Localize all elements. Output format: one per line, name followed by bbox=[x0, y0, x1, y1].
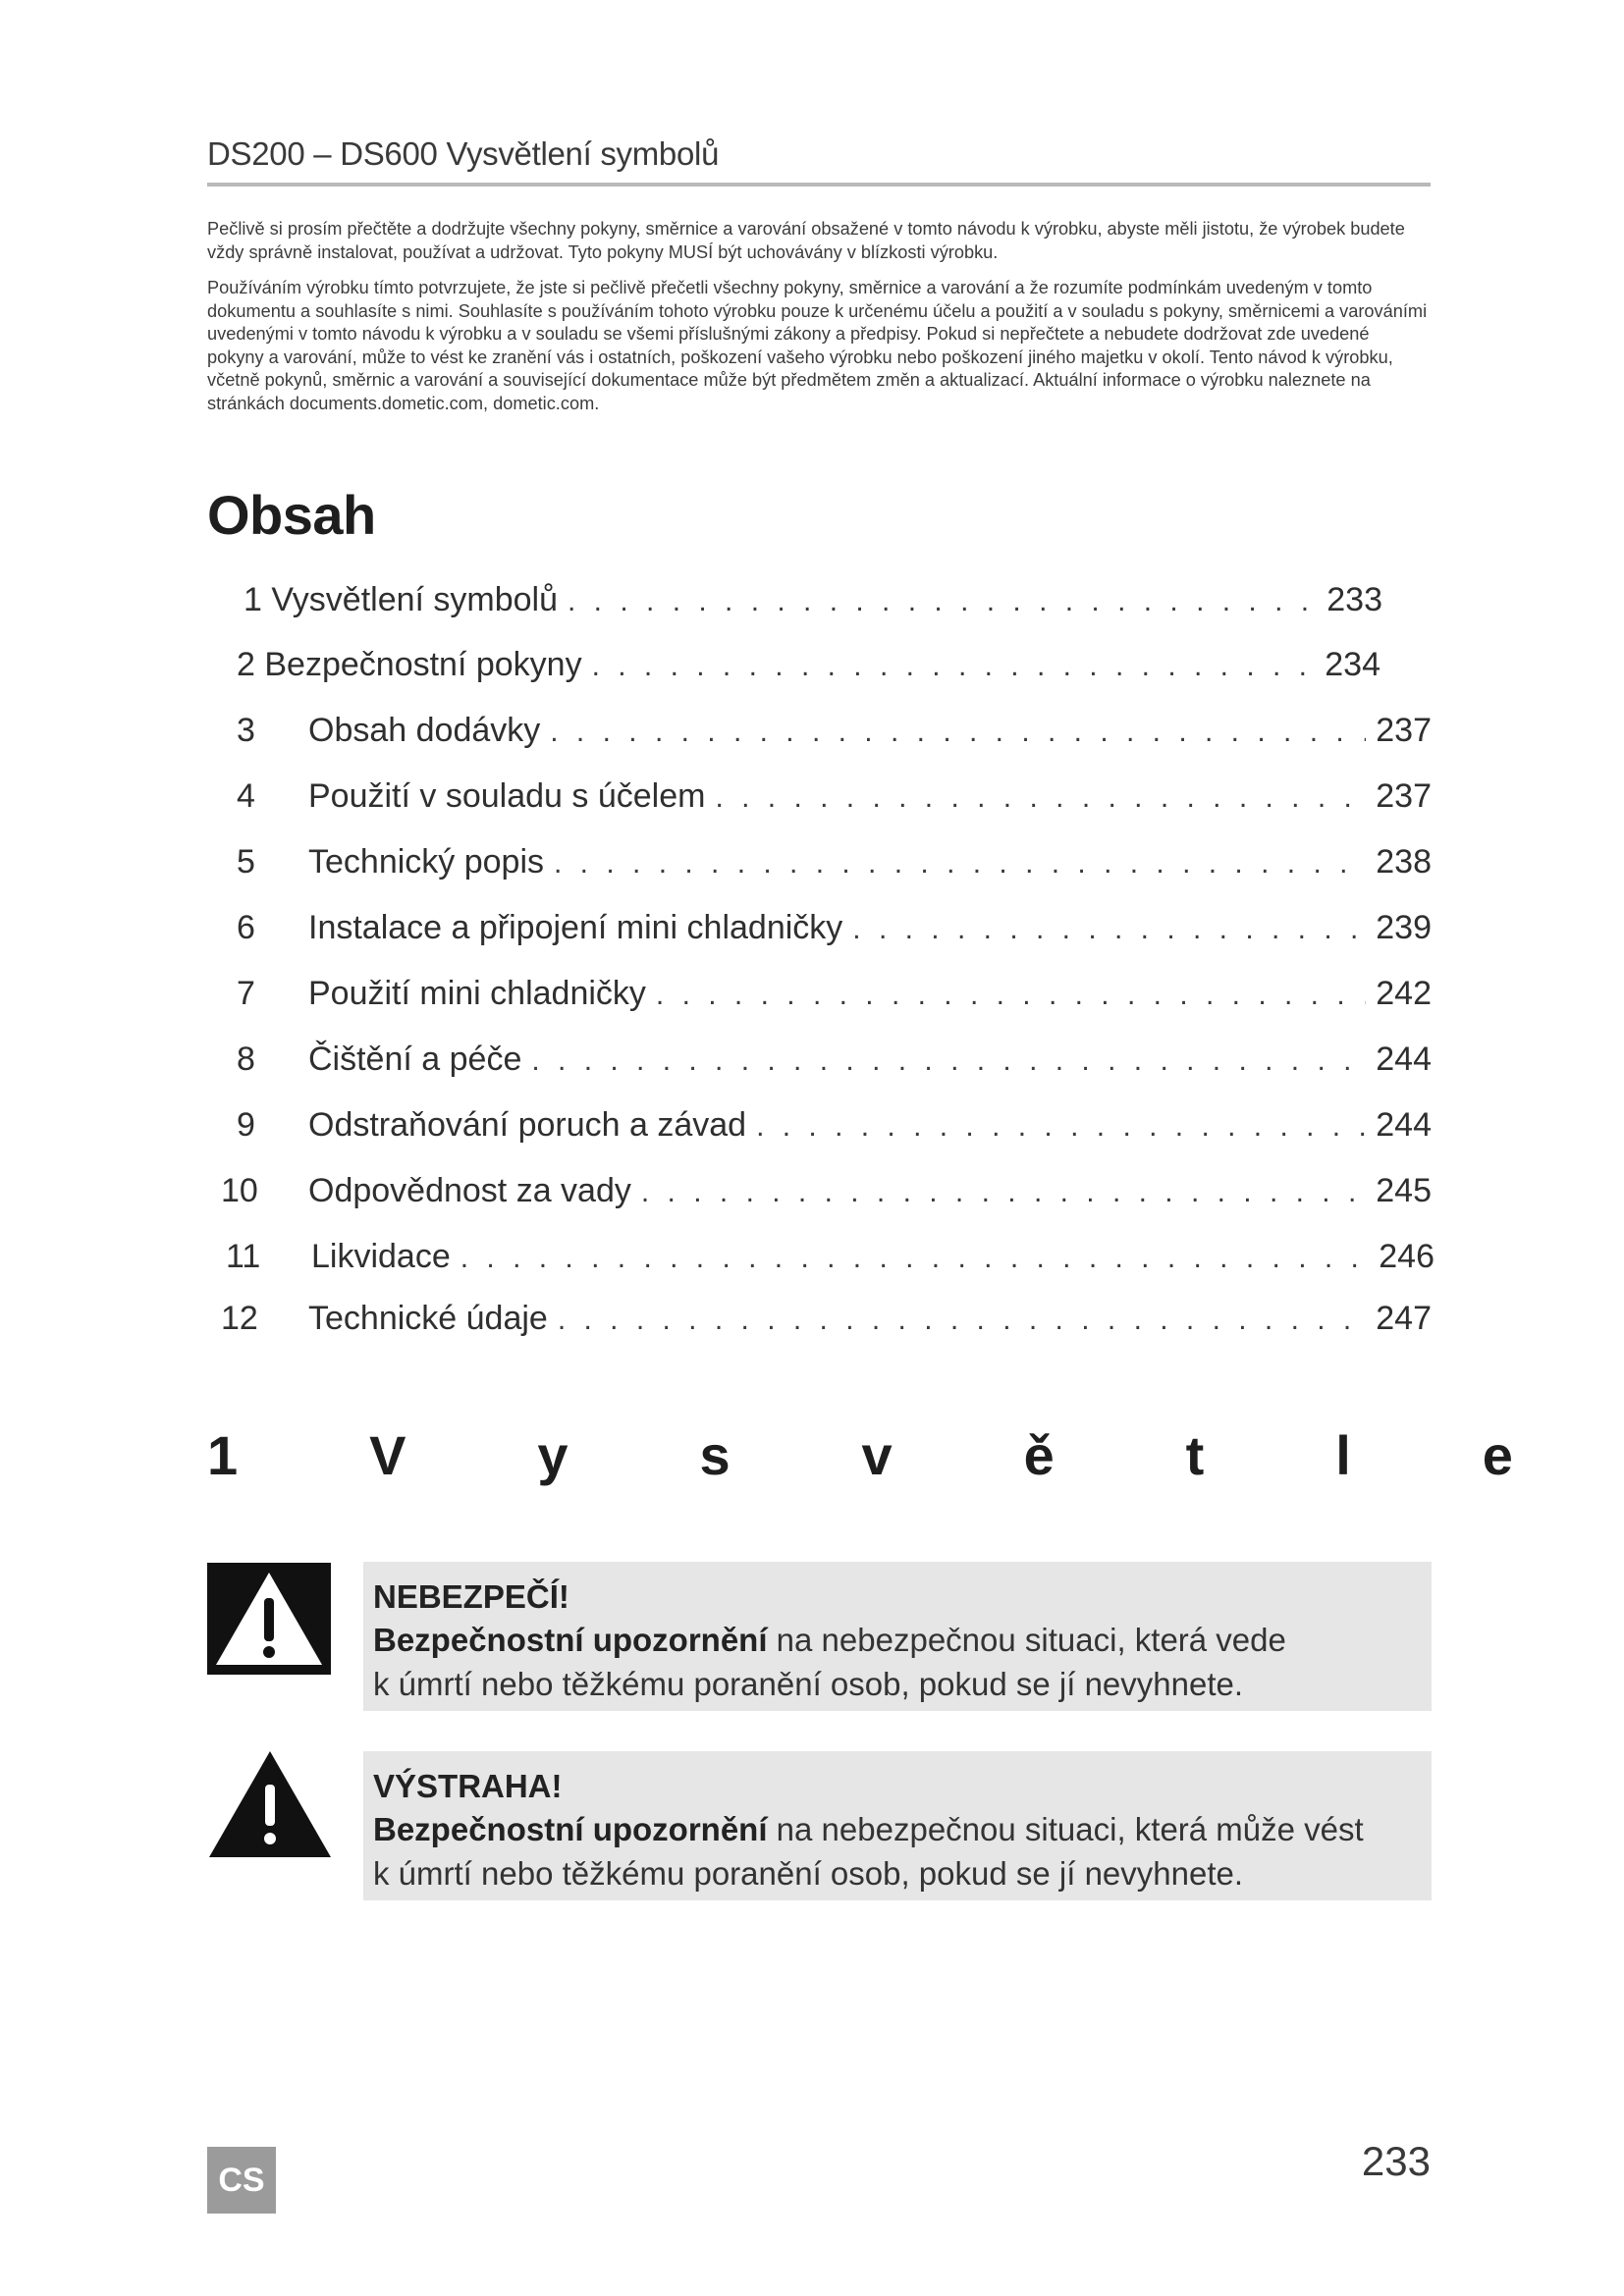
toc-item-leader bbox=[641, 1171, 1366, 1212]
toc-item-page: 246 bbox=[1379, 1238, 1435, 1275]
toc-item-label: Použití mini chladničky bbox=[308, 975, 646, 1012]
toc-item-number: 1 bbox=[244, 581, 262, 618]
header-divider bbox=[207, 183, 1431, 187]
page-number: 233 bbox=[1361, 2138, 1431, 2184]
toc-item[interactable] bbox=[308, 1297, 1432, 1340]
toc-item-leader bbox=[756, 1105, 1366, 1147]
toc-item-leader bbox=[852, 908, 1366, 949]
notice-line2: k úmrtí nebo těžkému poranění osob, pokud se jí nevyhnete. bbox=[373, 1666, 1244, 1702]
toc-item-label: Odpovědnost za vady bbox=[308, 1172, 631, 1209]
toc-item-number: 11 bbox=[226, 1238, 261, 1275]
notice-line1: na nebezpečnou situaci, která může vést bbox=[767, 1811, 1364, 1847]
toc-item-leader bbox=[550, 711, 1366, 752]
danger-warning-icon bbox=[207, 1563, 331, 1675]
toc-item-number: 8 bbox=[237, 1041, 255, 1078]
toc-item[interactable] bbox=[308, 1103, 1432, 1147]
toc-item[interactable] bbox=[308, 709, 1432, 752]
toc-item-label: Bezpečnostní pokyny bbox=[264, 646, 582, 683]
heading-char: v bbox=[861, 1424, 893, 1486]
toc-item-label: Technické údaje bbox=[308, 1300, 548, 1337]
toc-item[interactable] bbox=[308, 774, 1432, 818]
intro-paragraph-2: Používáním výrobku tímto potvrzujete, že jste si pečlivě přečetli všechny pokyny, směrnice a varování a že rozumíte podmínkám uvedeným v tomto dokumentu a souhlasíte s nimi. Souhlasíte s používáním tohoto výrobku pouze k určenému účelu a použití a v souladu s pokyny, směrnicemi a varováními uvedenými v tomto návodu k výrobku a v souladu se všemi příslušnými zákony a předpisy. Pokud si nepřečtete a nebudete dodržovat zde uvedené pokyny a varování, může to vést ke zranění vás i ostatních, poškození vašeho výrobku nebo poškození jiného majetku v okolí. Tento návod k výrobku, včetně pokynů, směrnic a varování a související dokumentace může být předmětem změn a aktualizací. Aktuální informace o výrobku naleznete na stránkách documents.dometic.com, dometic.com. bbox=[207, 278, 1428, 413]
toc-item-label: Čištění a péče bbox=[308, 1041, 522, 1078]
toc-item[interactable] bbox=[308, 972, 1432, 1015]
toc-item-page: 234 bbox=[1325, 646, 1380, 683]
page-header-title: DS200 – DS600 Vysvětlení symbolů bbox=[207, 135, 720, 172]
toc-item-number: 4 bbox=[237, 777, 255, 815]
danger-notice bbox=[363, 1562, 1432, 1711]
caution-warning-icon bbox=[207, 1749, 333, 1859]
heading-char: V bbox=[369, 1424, 406, 1486]
caution-notice bbox=[363, 1751, 1432, 1900]
toc-item-number: 7 bbox=[237, 975, 255, 1012]
toc-item-page: 237 bbox=[1376, 777, 1432, 815]
heading-char: e bbox=[1482, 1424, 1513, 1486]
toc-item-label: Odstraňování poruch a závad bbox=[308, 1106, 747, 1144]
toc-item-number: 10 bbox=[221, 1172, 258, 1209]
notice-title: VÝSTRAHA! bbox=[373, 1768, 563, 1804]
toc-item[interactable] bbox=[308, 1038, 1432, 1081]
toc-item-page: 245 bbox=[1376, 1172, 1432, 1209]
toc-item-number: 9 bbox=[237, 1106, 255, 1144]
section-heading bbox=[207, 1423, 1513, 1492]
intro-paragraph-1: Pečlivě si prosím přečtěte a dodržujte všechny pokyny, směrnice a varování obsažené v tomto návodu k výrobku, abyste měli jistotu, že výrobek budete vždy správně instalovat, používat a udržovat. Tyto pokyny MUSÍ být uchovávány v blízkosti výrobku. bbox=[207, 219, 1405, 262]
toc-item-leader bbox=[656, 974, 1366, 1015]
toc-item-label: Použití v souladu s účelem bbox=[308, 777, 706, 815]
toc-item-page: 242 bbox=[1376, 975, 1432, 1012]
toc-item-number: 5 bbox=[237, 843, 255, 881]
toc-item-leader bbox=[460, 1237, 1370, 1278]
toc-item[interactable] bbox=[308, 840, 1432, 883]
notice-text bbox=[373, 1807, 1432, 1896]
notice-bold-lead: Bezpečnostní upozornění bbox=[373, 1622, 768, 1658]
toc-item-number: 2 bbox=[237, 646, 255, 683]
toc-item[interactable] bbox=[237, 643, 1380, 686]
toc-item[interactable] bbox=[308, 906, 1432, 949]
toc-item-page: 233 bbox=[1326, 581, 1382, 618]
toc-item-leader bbox=[715, 776, 1366, 818]
toc-item-leader bbox=[558, 1299, 1366, 1340]
notice-line2: k úmrtí nebo těžkému poranění osob, pokud se jí nevyhnete. bbox=[373, 1855, 1244, 1892]
toc-item-page: 244 bbox=[1376, 1106, 1432, 1144]
heading-char: ě bbox=[1023, 1424, 1055, 1486]
toc-item-page: 244 bbox=[1376, 1041, 1432, 1078]
toc-item-label: Technický popis bbox=[308, 843, 545, 881]
toc-item-label: Likvidace bbox=[311, 1238, 451, 1275]
toc-item-page: 239 bbox=[1376, 909, 1432, 946]
toc-item-page: 247 bbox=[1376, 1300, 1432, 1337]
heading-char: y bbox=[537, 1424, 568, 1486]
toc-item-label: Instalace a připojení mini chladničky bbox=[308, 909, 843, 946]
toc-item-leader bbox=[568, 580, 1317, 621]
toc-item[interactable] bbox=[311, 1235, 1435, 1278]
heading-char: 1 bbox=[207, 1424, 239, 1486]
notice-bold-lead: Bezpečnostní upozornění bbox=[373, 1811, 768, 1847]
toc-item-page: 238 bbox=[1376, 843, 1432, 881]
toc-item[interactable] bbox=[308, 1169, 1432, 1212]
toc-item[interactable] bbox=[244, 578, 1382, 621]
toc-item-number: 6 bbox=[237, 909, 255, 946]
notice-title: NEBEZPEČÍ! bbox=[373, 1578, 569, 1615]
notice-line1: na nebezpečnou situaci, která vede bbox=[767, 1622, 1286, 1658]
toc-item-number: 3 bbox=[237, 712, 255, 749]
toc-item-label: Obsah dodávky bbox=[308, 712, 541, 749]
heading-char: t bbox=[1185, 1424, 1205, 1486]
heading-char: l bbox=[1335, 1424, 1351, 1486]
toc-item-leader bbox=[592, 645, 1316, 686]
toc-item-leader bbox=[554, 842, 1366, 883]
toc-heading: Obsah bbox=[207, 484, 376, 546]
toc-item-number: 12 bbox=[221, 1300, 258, 1337]
toc-item-label: Vysvětlení symbolů bbox=[271, 581, 559, 618]
toc-item-leader bbox=[531, 1040, 1366, 1081]
heading-char: s bbox=[699, 1424, 731, 1486]
toc-item-page: 237 bbox=[1376, 712, 1432, 749]
language-badge: CS bbox=[207, 2147, 276, 2214]
notice-text bbox=[373, 1618, 1432, 1706]
